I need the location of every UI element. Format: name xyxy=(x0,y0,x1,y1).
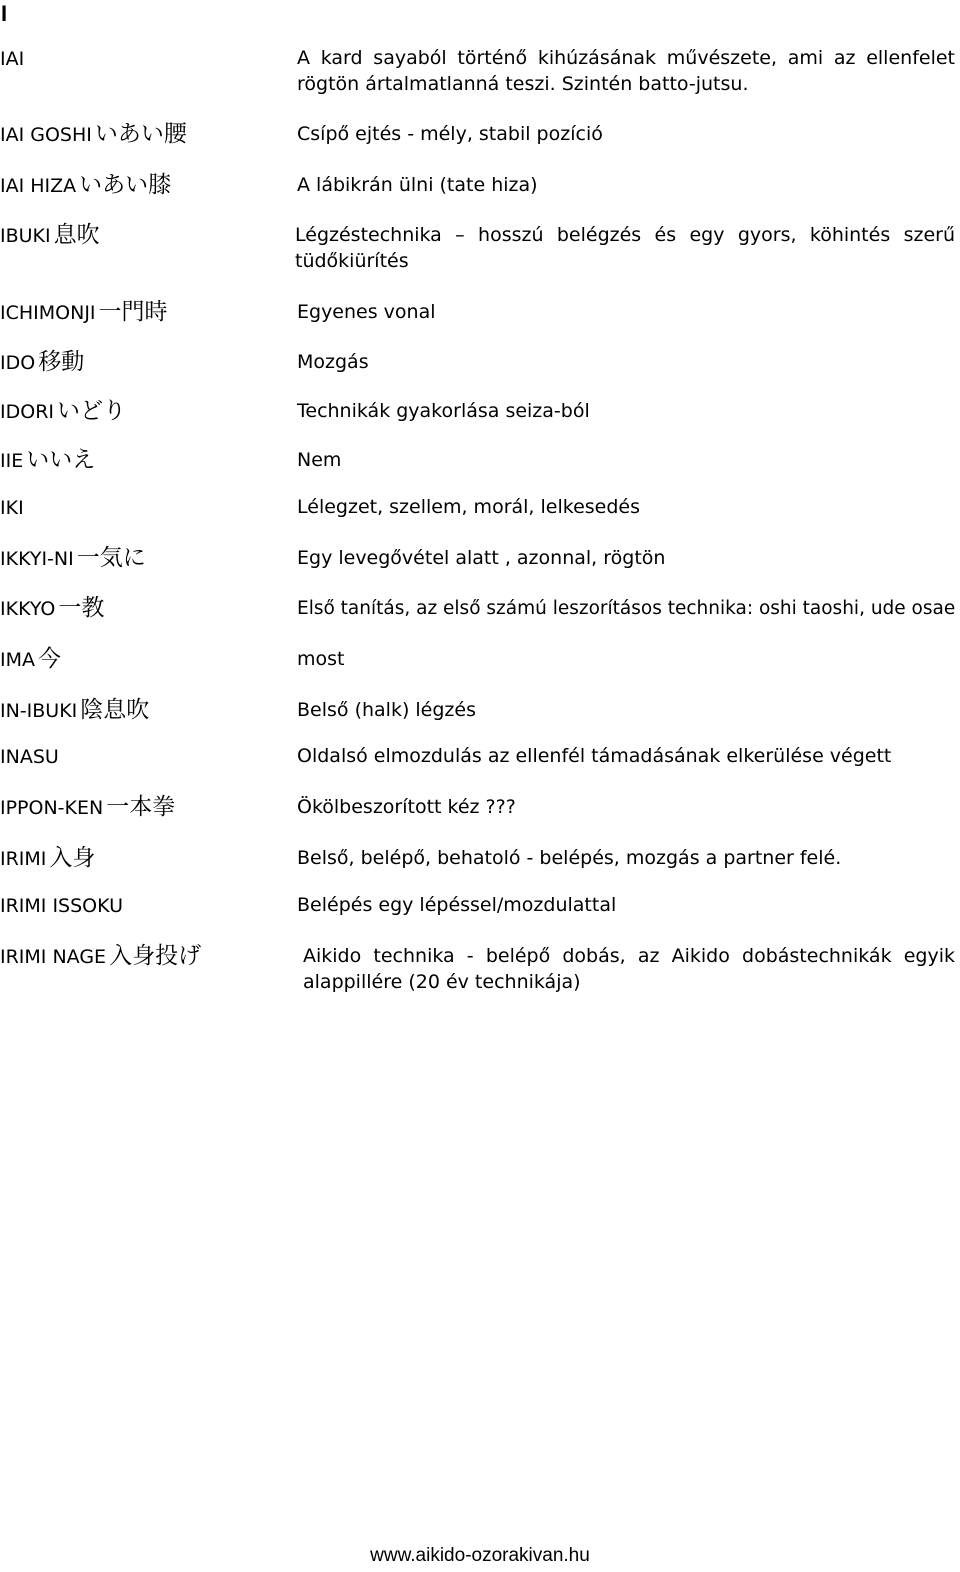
term-romaji: IRIMI ISSOKU xyxy=(0,895,123,917)
glossary-term xyxy=(0,944,290,970)
glossary-term xyxy=(0,173,290,199)
term-kanji: 移動 xyxy=(38,349,85,375)
glossary-definition: Lélegzet, szellem, morál, lelkesedés xyxy=(297,496,641,518)
section-letter: I xyxy=(1,1,8,26)
term-romaji: IKI xyxy=(0,497,24,519)
glossary-definition: Egy levegővétel alatt , azonnal, rögtön xyxy=(297,547,666,569)
glossary-term xyxy=(0,223,290,249)
glossary-definition: Ökölbeszorított kéz ??? xyxy=(297,796,516,818)
term-romaji: IBUKI xyxy=(0,225,51,247)
glossary-term xyxy=(0,350,290,376)
term-romaji: IAI HIZA xyxy=(0,175,77,197)
term-kanji: 一気に xyxy=(76,545,146,571)
term-romaji: IN-IBUKI xyxy=(0,700,78,722)
term-romaji: IDORI xyxy=(0,401,54,423)
glossary-term xyxy=(0,647,290,673)
term-kanji: いどり xyxy=(57,398,126,424)
term-kanji: いあい膝 xyxy=(79,172,172,198)
glossary-definition: Technikák gyakorlása seiza-ból xyxy=(297,400,590,422)
term-kanji: 一本拳 xyxy=(106,794,176,820)
glossary-term xyxy=(0,698,290,724)
glossary-definition: Oldalsó elmozdulás az ellenfél támadásának elkerülése végett xyxy=(297,745,892,767)
term-romaji: IPPON-KEN xyxy=(0,797,104,819)
glossary-definition: Légzéstechnika – hosszú belégzés és egy gyors, köhintés szerű tüdőkiürítés xyxy=(295,224,955,272)
glossary-definition: most xyxy=(297,648,345,670)
term-kanji: いあい腰 xyxy=(94,121,187,147)
glossary-definition: Aikido technika - belépő dobás, az Aikido dobástechnikák egyik alappillére (20 év technikája) xyxy=(303,945,955,993)
glossary-term xyxy=(0,399,290,425)
glossary-term xyxy=(0,122,290,148)
term-kanji: 今 xyxy=(38,646,61,672)
term-kanji: 一門時 xyxy=(98,299,168,325)
glossary-term xyxy=(0,546,290,572)
term-romaji: IAI xyxy=(0,48,25,70)
glossary-term xyxy=(0,495,290,521)
footer-url: www.aikido-ozorakivan.hu xyxy=(370,1545,590,1566)
glossary-term xyxy=(0,846,290,872)
term-romaji: IKKYI-NI xyxy=(0,548,74,570)
term-romaji: IDO xyxy=(0,352,36,374)
term-romaji: INASU xyxy=(0,746,59,768)
term-romaji: IRIMI NAGE xyxy=(0,946,107,968)
term-romaji: IMA xyxy=(0,649,35,671)
glossary-term xyxy=(0,795,290,821)
term-romaji: IIE xyxy=(0,450,24,472)
glossary-definition: Csípő ejtés - mély, stabil pozíció xyxy=(297,123,603,145)
glossary-term xyxy=(0,596,290,622)
term-kanji: いいえ xyxy=(26,447,96,473)
glossary-definition: Egyenes vonal xyxy=(297,301,436,323)
glossary-definition: Mozgás xyxy=(297,351,369,373)
term-kanji: 入身投げ xyxy=(109,943,202,969)
term-romaji: IRIMI xyxy=(0,848,47,870)
glossary-definition: Belső, belépő, behatoló - belépés, mozgás a partner felé. xyxy=(297,847,842,869)
term-romaji: IKKYO xyxy=(0,598,56,620)
glossary-definition: Első tanítás, az első számú leszorításos technika: oshi taoshi, ude osae xyxy=(297,598,956,619)
term-kanji: 一教 xyxy=(58,595,105,621)
glossary-term xyxy=(0,448,290,474)
glossary-term xyxy=(0,893,290,919)
glossary-definition: Belépés egy lépéssel/mozdulattal xyxy=(297,894,617,916)
glossary-definition: Nem xyxy=(297,449,342,471)
term-kanji: 陰息吹 xyxy=(80,697,150,723)
term-romaji: ICHIMONJI xyxy=(0,302,96,324)
glossary-term xyxy=(0,46,290,72)
glossary-definition: A lábikrán ülni (tate hiza) xyxy=(297,174,538,196)
glossary-term xyxy=(0,300,290,326)
term-kanji: 息吹 xyxy=(53,222,100,248)
term-kanji: 入身 xyxy=(49,845,96,871)
term-romaji: IAI GOSHI xyxy=(0,124,92,146)
glossary-term xyxy=(0,744,290,770)
glossary-definition: A kard sayaból történő kihúzásának művészete, ami az ellenfelet rögtön ártalmatlanná teszi. Szintén batto-jutsu. xyxy=(297,47,955,95)
glossary-definition: Belső (halk) légzés xyxy=(297,699,476,721)
